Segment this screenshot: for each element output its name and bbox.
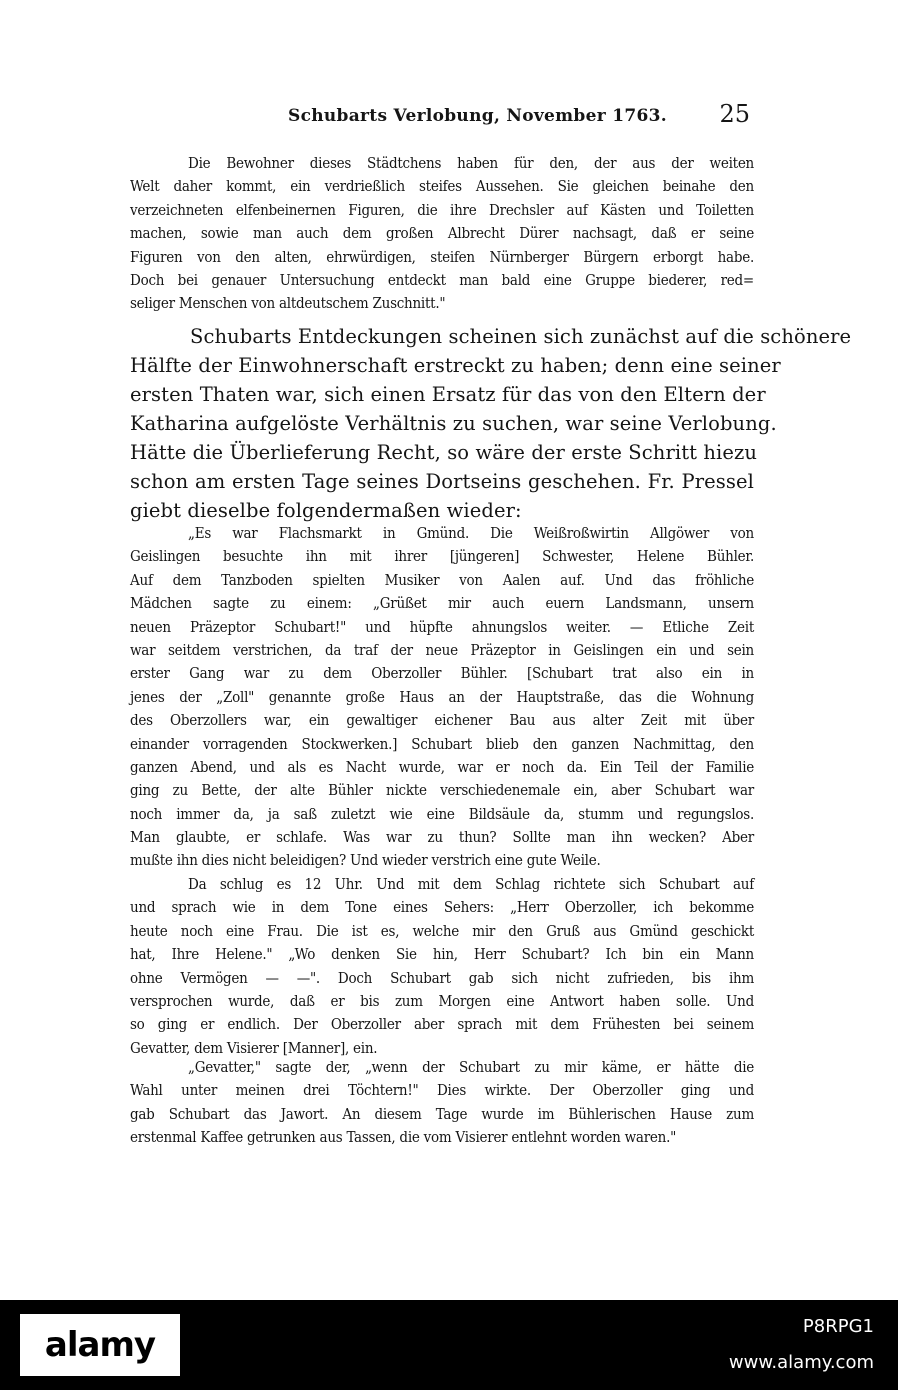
quote-paragraph-flax-market bbox=[130, 522, 754, 873]
text-line: verzeichneten elfenbeinernen Figuren, die ihre Drechsler auf Kästen und Toiletten bbox=[130, 200, 754, 219]
text-line: einander vorragenden Stockwerken.] Schubart blieb den ganzen Nachmittag, den bbox=[130, 734, 754, 753]
text-line: hat, Ihre Helene." „Wo denken Sie hin, Herr Schubart? Ich bin ein Mann bbox=[130, 945, 754, 964]
text-line: Katharina aufgelöste Verhältnis zu suchen, war seine Verlobung. bbox=[130, 412, 777, 435]
running-title: Schubarts Verlobung, November 1763. bbox=[288, 106, 667, 126]
quote-paragraph-midnight bbox=[130, 873, 754, 1060]
text-line: Man glaubte, er schlafe. Was war zu thun? Sollte man ihn wecken? Aber bbox=[130, 828, 754, 847]
text-line: ging zu Bette, der alte Bühler nickte verschiedenemale ein, aber Schubart war bbox=[130, 781, 754, 800]
text-line: giebt dieselbe folgendermaßen wieder: bbox=[130, 499, 522, 522]
quote-paragraph-town-description bbox=[130, 152, 754, 316]
text-line: ersten Thaten war, sich einen Ersatz für das von den Eltern der bbox=[130, 383, 766, 406]
page-header bbox=[190, 100, 750, 136]
text-line: Da schlug es 12 Uhr. Und mit dem Schlag richtete sich Schubart auf bbox=[188, 875, 754, 893]
text-line: Hätte die Überlieferung Recht, so wäre der erste Schritt hiezu bbox=[130, 441, 758, 464]
text-line: Die Bewohner dieses Städtchens haben für den, der aus der weiten bbox=[188, 154, 754, 172]
text-line: neuen Präzeptor Schubart!" und hüpfte ahnungslos weiter. — Etliche Zeit bbox=[130, 617, 754, 636]
text-line: Figuren von den alten, ehrwürdigen, steifen Nürnberger Bürgern erborgt habe. bbox=[130, 247, 754, 266]
text-line: Doch bei genauer Untersuchung entdeckt man bald eine Gruppe biederer, red= bbox=[130, 270, 754, 289]
text-line: noch immer da, ja saß zuletzt wie eine Bildsäule da, stumm und regungslos. bbox=[130, 804, 754, 823]
text-line: Auf dem Tanzboden spielten Musiker von Aalen auf. Und das fröhliche bbox=[130, 570, 754, 589]
text-line: ganzen Abend, und als es Nacht wurde, war er noch da. Ein Teil der Familie bbox=[130, 757, 754, 776]
text-line: Gevatter, dem Visierer [Manner], ein. bbox=[130, 1038, 378, 1057]
text-line: erster Gang war zu dem Oberzoller Bühler. [Schubart trat also ein in bbox=[130, 664, 754, 683]
text-line: gab Schubart das Jawort. An diesem Tage wurde im Bühlerischen Hause zum bbox=[130, 1104, 754, 1123]
text-line: „Gevatter," sagte der, „wenn der Schubart zu mir käme, er hätte die bbox=[188, 1058, 754, 1076]
quote-paragraph-godfather bbox=[130, 1056, 754, 1150]
text-line: des Oberzollers war, ein gewaltiger eichener Bau aus alter Zeit mit über bbox=[130, 711, 754, 730]
image-id: P8RPG1 bbox=[802, 1316, 874, 1337]
text-line: Geislingen besuchte ihn mit ihrer [jüngeren] Schwester, Helene Bühler. bbox=[130, 547, 754, 566]
text-line: „Es war Flachsmarkt in Gmünd. Die Weißroßwirtin Allgöwer von bbox=[188, 524, 754, 542]
text-line: versprochen wurde, daß er bis zum Morgen eine Antwort haben solle. Und bbox=[130, 991, 754, 1010]
text-line: heute noch eine Frau. Die ist es, welche mir den Gruß aus Gmünd geschickt bbox=[130, 921, 754, 940]
watermark-footer bbox=[0, 1300, 898, 1390]
text-line: machen, sowie man auch dem großen Albrecht Dürer nachsagt, daß er seine bbox=[130, 224, 754, 243]
main-paragraph-engagement bbox=[130, 322, 852, 525]
brand-logo: alamy bbox=[20, 1314, 180, 1376]
text-line: Mädchen sagte zu einem: „Grüßet mir auch euern Landsmann, unsern bbox=[130, 594, 754, 613]
text-line: und sprach wie in dem Tone eines Sehers: „Herr Oberzoller, ich bekomme bbox=[130, 898, 754, 917]
text-line: war seitdem verstrichen, da traf der neue Präzeptor in Geislingen ein und sein bbox=[130, 640, 754, 659]
text-line: Wahl unter meinen drei Töchtern!" Dies wirkte. Der Oberzoller ging und bbox=[130, 1081, 754, 1100]
text-line: ohne Vermögen — —". Doch Schubart gab sich nicht zufrieden, bis ihm bbox=[130, 968, 754, 987]
text-line: mußte ihn dies nicht beleidigen? Und wieder verstrich eine gute Weile. bbox=[130, 851, 601, 870]
site-url: www.alamy.com bbox=[728, 1352, 874, 1373]
text-line: Hälfte der Einwohnerschaft erstreckt zu haben; denn eine seiner bbox=[130, 354, 781, 377]
text-line: seliger Menschen von altdeutschem Zuschnitt." bbox=[130, 294, 446, 313]
text-line: jenes der „Zoll" genannte große Haus an der Hauptstraße, das die Wohnung bbox=[130, 687, 754, 706]
text-line: so ging er endlich. Der Oberzoller aber sprach mit dem Frühesten bei seinem bbox=[130, 1015, 754, 1034]
text-line: erstenmal Kaffee getrunken aus Tassen, die vom Visierer entlehnt worden waren." bbox=[130, 1128, 677, 1147]
text-line: Welt daher kommt, ein verdrießlich steifes Aussehen. Sie gleichen beinahe den bbox=[130, 177, 754, 196]
text-line: Schubarts Entdeckungen scheinen sich zunächst auf die schönere bbox=[190, 325, 852, 348]
text-line: schon am ersten Tage seines Dortseins geschehen. Fr. Pressel bbox=[130, 470, 754, 493]
page-number: 25 bbox=[719, 100, 750, 128]
